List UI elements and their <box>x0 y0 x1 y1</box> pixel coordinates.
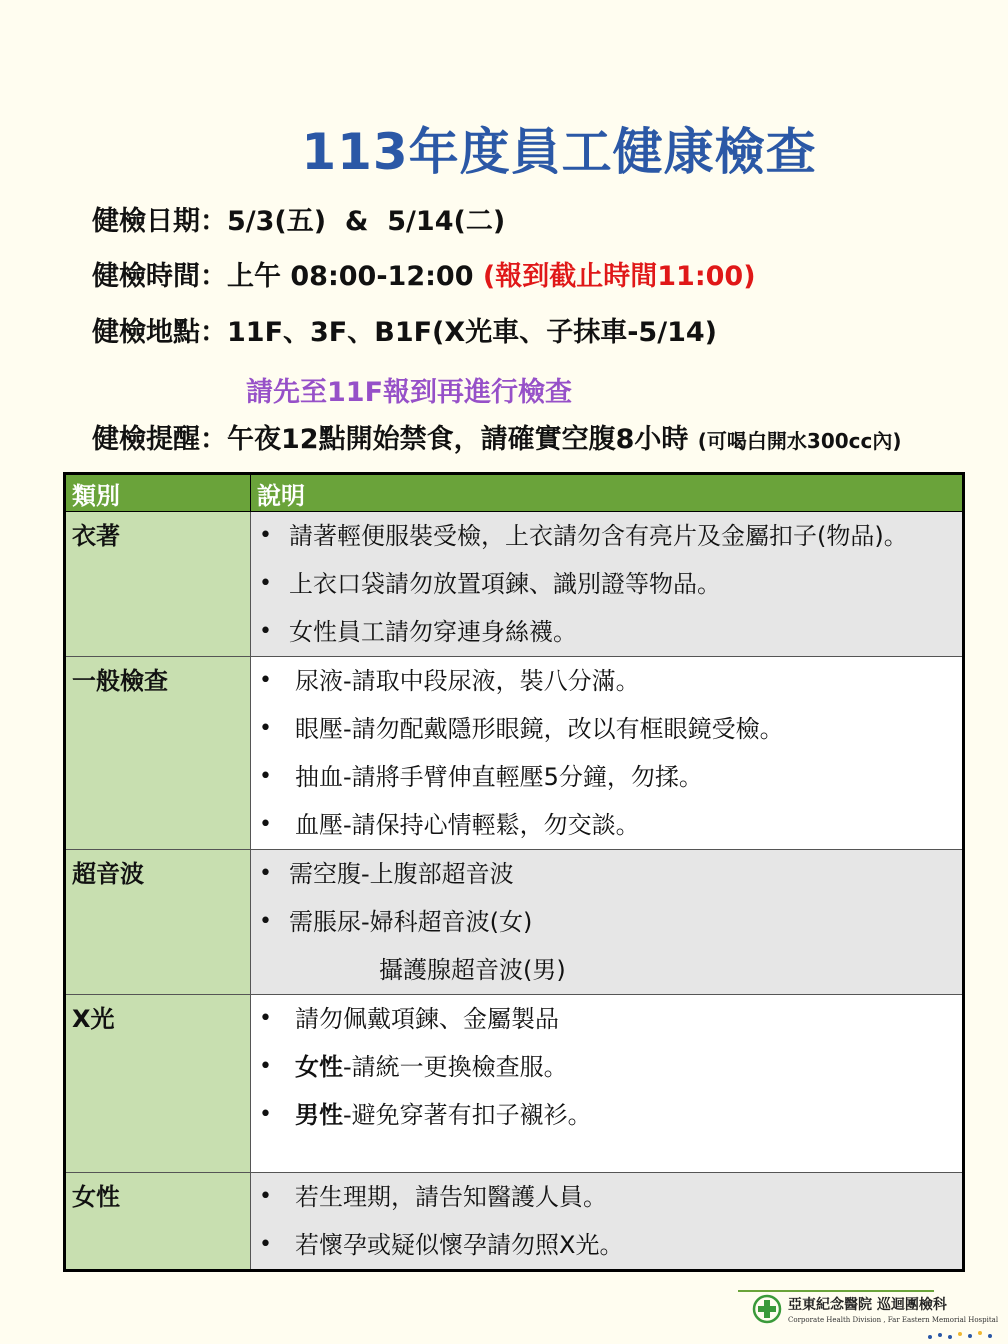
exam-reminder-line <box>92 423 902 458</box>
list-item: • 上衣口袋請勿放置項鍊、識別證等物品。 <box>251 560 962 608</box>
category-female: 女性 <box>65 1173 251 1271</box>
list-item: • 請著輕便服裝受檢，上衣請勿含有亮片及金屬扣子(物品)。 <box>251 512 962 560</box>
exam-place-value: 11F、3F、B1F(X光車、子抹車-5/14) <box>227 317 717 348</box>
female-instruction: -請統一更換檢查服。 <box>343 1053 568 1081</box>
list-item: • 請勿佩戴項鍊、金屬製品 <box>251 995 962 1043</box>
header-category: 類別 <box>65 474 251 512</box>
category-clothing: 衣著 <box>65 512 251 657</box>
list-item: • 尿液-請取中段尿液，裝八分滿。 <box>251 657 962 705</box>
exam-time-line <box>92 260 756 294</box>
list-item <box>251 1091 962 1139</box>
male-instruction: -避免穿著有扣子襯衫。 <box>343 1101 592 1129</box>
hospital-name: 亞東紀念醫院 巡迴團檢科 <box>788 1297 947 1313</box>
exam-time-label: 健檢時間： <box>92 261 227 292</box>
exam-date-value: 5/3(五) & 5/14(二) <box>227 206 506 237</box>
table-row-ultrasound <box>65 850 964 995</box>
exam-place-label: 健檢地點： <box>92 317 227 348</box>
table-row-female <box>65 1173 964 1271</box>
page-title: 113年度員工健康檢查 <box>301 123 817 181</box>
description-female <box>251 1173 964 1271</box>
category-xray: X光 <box>65 995 251 1173</box>
male-label: 男性 <box>295 1101 343 1129</box>
decorative-dots-icon <box>924 1328 996 1340</box>
female-label: 女性 <box>295 1053 343 1081</box>
category-general-exam: 一般檢查 <box>65 657 251 850</box>
header-description: 說明 <box>251 474 964 512</box>
list-item <box>251 1043 962 1091</box>
list-item: 攝護腺超音波(男) <box>379 956 566 984</box>
exam-date-label: 健檢日期： <box>92 206 227 237</box>
description-xray <box>251 995 964 1173</box>
checkin-deadline-note: (報到截止時間11:00) <box>482 261 756 292</box>
table-row-clothing <box>65 512 964 657</box>
table-row-xray <box>65 995 964 1173</box>
list-item: • 若生理期，請告知醫護人員。 <box>251 1173 962 1221</box>
list-item: • 女性員工請勿穿連身絲襪。 <box>251 608 962 656</box>
exam-time-value: 上午 08:00-12:00 <box>227 261 483 292</box>
list-item: • 眼壓-請勿配戴隱形眼鏡，改以有框眼鏡受檢。 <box>251 705 962 753</box>
exam-place-line <box>92 316 717 350</box>
exam-date-line <box>92 205 505 239</box>
list-item: • 血壓-請保持心情輕鬆，勿交談。 <box>251 801 962 849</box>
hospital-subtitle: Corporate Health Division , Far Eastern Memorial Hospital <box>788 1316 999 1324</box>
instructions-table <box>63 472 965 1272</box>
category-ultrasound: 超音波 <box>65 850 251 995</box>
list-item: • 需空腹-上腹部超音波 <box>251 850 962 898</box>
exam-reminder-label: 健檢提醒： <box>92 424 227 455</box>
water-allowance-note: (可喝白開水300cc內) <box>697 429 902 453</box>
checkin-instruction-note: 請先至11F報到再進行檢查 <box>246 377 573 408</box>
table-row-general-exam <box>65 657 964 850</box>
description-ultrasound <box>251 850 964 995</box>
hospital-cross-icon <box>752 1294 782 1324</box>
description-clothing <box>251 512 964 657</box>
list-item: • 需脹尿-婦科超音波(女) <box>251 898 962 946</box>
hospital-footer <box>738 1290 999 1340</box>
list-item: • 若懷孕或疑似懷孕請勿照X光。 <box>251 1221 962 1269</box>
exam-reminder-value: 午夜12點開始禁食，請確實空腹8小時 <box>227 424 698 455</box>
list-item: • 抽血-請將手臂伸直輕壓5分鐘，勿揉。 <box>251 753 962 801</box>
table-header-row <box>65 474 964 512</box>
description-general-exam <box>251 657 964 850</box>
footer-divider <box>738 1290 934 1292</box>
